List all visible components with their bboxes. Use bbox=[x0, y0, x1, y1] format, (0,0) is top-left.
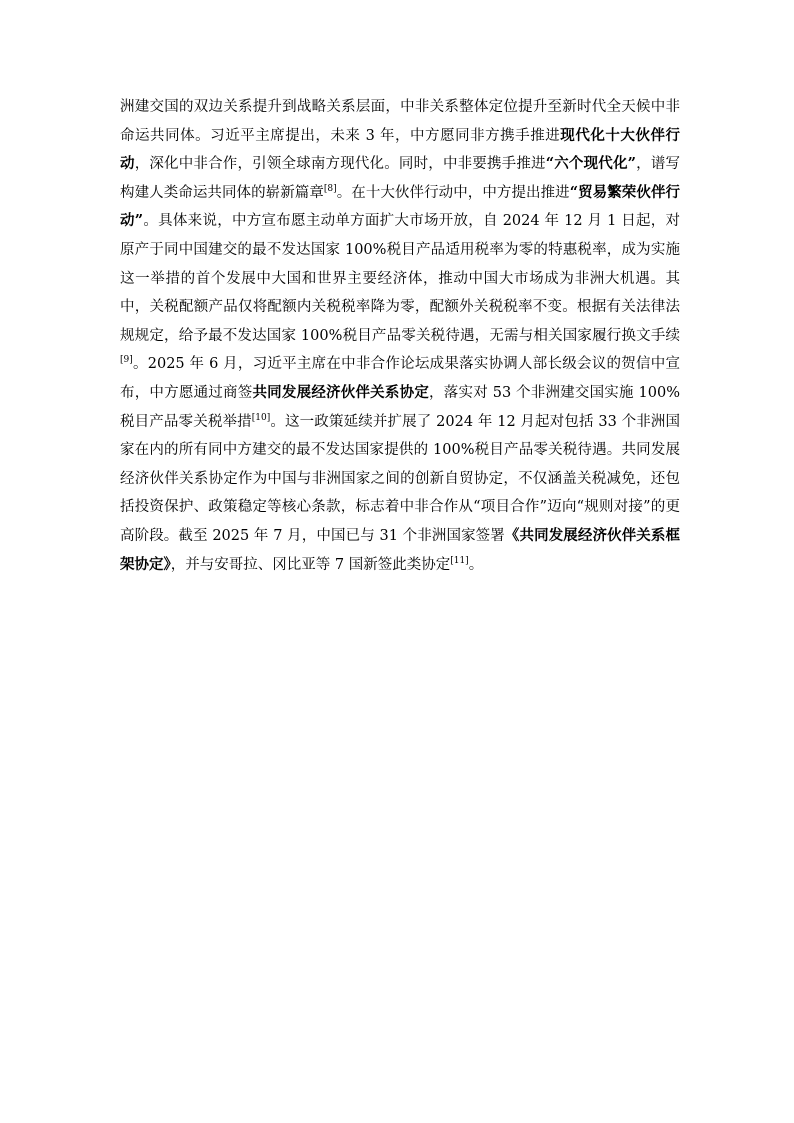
bold-phrase-modernization-partnership-actions: 现代化十大伙伴行动 bbox=[120, 126, 680, 173]
text-run: ，落实对 53 个非洲建交国实施 100%税目产品零关税举措 bbox=[120, 384, 681, 430]
bold-phrase-framework-agreement: 《共同发展经济伙伴关系框架协定》 bbox=[120, 526, 681, 573]
text-run: ，并与安哥拉、冈比亚等 7 国新签此类协定 bbox=[170, 556, 451, 573]
text-run: 。具体来说，中方宣布愿主动单方面扩大市场开放，自 2024 年 12 月 1 日起，对原产于同中国建交的最不发达国家 100%税目产品适用税率为零的特惠税率，成为实施这一举措的首个发展中大国和世界主要经济体，推动中国大市场成为非洲大机遇。其中，关税配额产品仅将配额内关税税率降为零，配额外关税税率不变。根据有关法律法规规定，给予最不发达国家 100%税目产品零关税待遇，无需与相关国家履行换文手续 bbox=[120, 213, 680, 344]
text-run: 。 bbox=[468, 556, 484, 573]
text-run: ，深化中非合作，引领全球南方现代化。同时，中非要携手推进 bbox=[134, 156, 546, 173]
citation-10: [10] bbox=[251, 412, 271, 423]
text-run: 洲建交国的双边关系提升到战略关系层面，中非关系整体定位提升至新时代全天候中非命运共同体。习近平主席提出，未来 3 年，中方愿同非方携手推进 bbox=[120, 99, 680, 144]
bold-phrase-trade-prosperity-action: “贸易繁荣伙伴行动” bbox=[120, 183, 681, 230]
citation-9: [9] bbox=[120, 355, 133, 366]
text-run: 。这一政策延续并扩展了 2024 年 12 月起对包括 33 个非洲国家在内的所有同中方建交的最不发达国家提供的 100%税目产品零关税待遇。共同发展经济伙伴关系协定作为中国与非洲国家之间的创新自贸协定，不仅涵盖关税减免，还包括投资保护、政策稳定等核心条款，标志着中非合作从“项目合作”迈向“规则对接”的更高阶段。截至 2025 年 7 月，中国已与 31 个非洲国家签署 bbox=[120, 413, 680, 544]
citation-11: [11] bbox=[450, 555, 469, 566]
citation-8: [8] bbox=[323, 183, 337, 194]
bold-phrase-six-modernizations: “六个现代化” bbox=[545, 155, 636, 173]
text-run: 。2025 年 6 月，习近平主席在中非合作论坛成果落实协调人部长级会议的贺信中宣布，中方愿通过商签 bbox=[120, 356, 680, 401]
body-paragraph bbox=[120, 93, 680, 579]
text-run: 。在十大伙伴行动中，中方提出推进 bbox=[336, 184, 570, 201]
bold-phrase-economic-partnership-agreement: 共同发展经济伙伴关系协定 bbox=[252, 383, 430, 401]
text-run: ，谱写构建人类命运共同体的崭新篇章 bbox=[120, 156, 681, 201]
